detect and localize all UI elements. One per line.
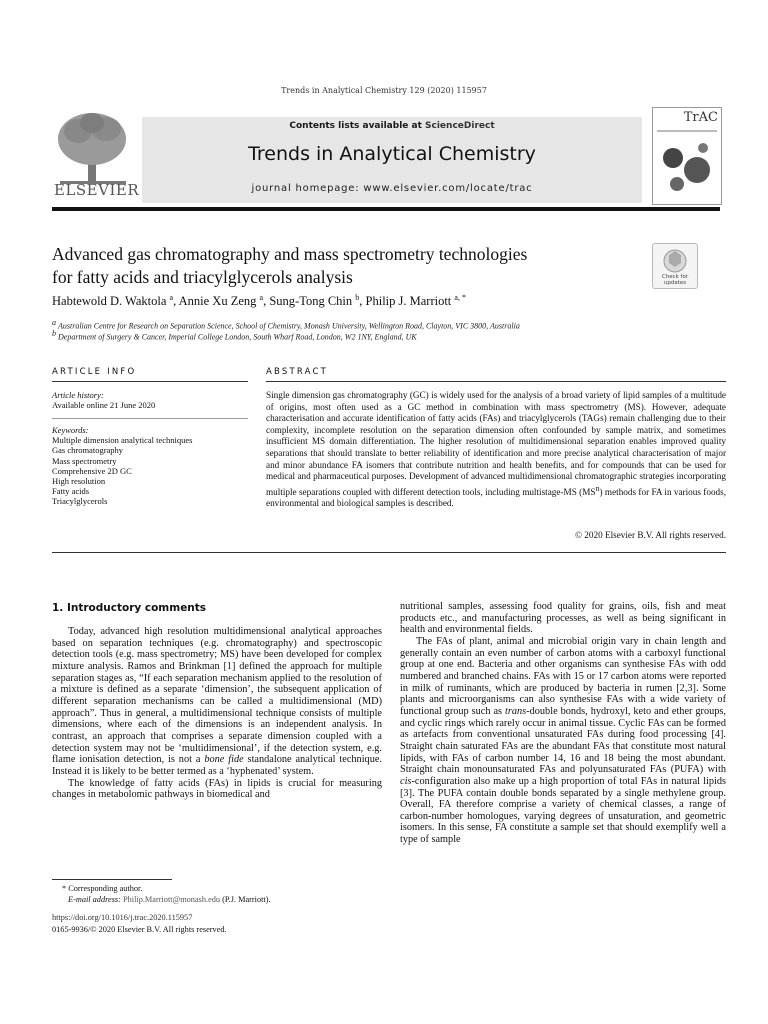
body-paragraph: nutritional samples, assessing food quality for grains, oils, fish and meat products etc., and manufacturing processes, as well as being significant in health and environmental fields. <box>400 601 726 636</box>
text-run: standalone analytical technique. Instead it is likely to be better termed as a ‘hyphenated’ system. <box>52 754 382 777</box>
text-run: . Straight chain saturated FAs are the abundant FAs that constitute most natural lipids, with FAs of carbon number 14, 16 and 18 being the most abundant. Straight chain monounsaturated FAs and polyunsaturated FAs (PUFA) with <box>400 729 726 776</box>
footnote-mark: * <box>62 884 67 893</box>
abstract-text-part: ) methods for FA in various foods, environmental and biological samples is described. <box>266 486 727 509</box>
text-run: . Some plants and microorganisms can also synthesise FAs with a wide variety of functional group such as <box>400 682 726 717</box>
author-affiliation-mark: a <box>169 293 174 302</box>
keyword: High resolution <box>52 476 106 487</box>
article-title <box>52 243 632 289</box>
body-paragraph: The knowledge of fatty acids (FAs) in lipids is crucial for measuring changes in metabolomic pathways in biomedical and <box>52 777 382 801</box>
body-paragraph <box>400 636 726 846</box>
author-affiliation-mark: a, * <box>454 293 466 302</box>
contents-line <box>142 121 642 131</box>
email-label: E-mail address: <box>68 895 121 904</box>
affiliation-text: Department of Surgery & Cancer, Imperial College London, South Wharf Road, London, W2 1NY, England, UK <box>58 332 417 342</box>
section-heading: 1. Introductory comments <box>52 602 207 614</box>
keyword: Gas chromatography <box>52 445 124 456</box>
affiliation-text: Australian Centre for Research on Separation Science, School of Chemistry, Monash University, Wellington Road, Clayton, VIC 3800, Australia <box>58 321 520 331</box>
text-run: . The PUFA contain double bonds separated by a single methylene group. Overall, FA therefore comprise a variety of chemical classes, a range of carbon-number homologues, varying degrees of unsaturation, and geometric isomers. In this sense, FA constitute a sample set that should exemplify well a type of sample <box>400 787 726 846</box>
corresponding-author-note <box>62 884 142 893</box>
publisher-wordmark: ELSEVIER <box>54 181 140 199</box>
body-paragraph <box>52 626 382 778</box>
issn-line: 0165-9936/© 2020 Elsevier B.V. All rights reserved. <box>52 925 227 934</box>
keyword: Multiple dimension analytical techniques <box>52 435 193 446</box>
article-title-line: for fatty acids and triacylglycerols analysis <box>52 267 353 287</box>
check-for-updates-label: Check for updates <box>661 274 689 286</box>
author-separator: , <box>263 294 270 309</box>
article-history <box>52 390 248 410</box>
text-run: defined the approach for multiple separation stages as, “If each separation mechanism applied to the resolution of a mixture is defined as a separate ‘dimension’, the subsequent application of different separation mechanisms can be called a multidimensional (MD) approach”. Thus in general, a multidimensional technique consists of multiple dimensions, where each of the dimensions is an independent analysis. In contrast, an approach that comprises a separate dimension coupled with a detection system may not be ‘multidimensional’, if the detection system, e.g. flame ionisation detection, is not a <box>52 660 382 766</box>
check-for-updates-button[interactable] <box>652 243 698 289</box>
abstract-rule <box>266 381 726 382</box>
contents-prefix: Contents lists available at <box>289 121 426 131</box>
elsevier-tree-logo-icon <box>52 109 140 201</box>
citation-link[interactable]: [3] <box>400 787 413 799</box>
abstract-text-part: Single dimension gas chromatography (GC) is widely used for the analysis of a broad variety of lipid samples of a multitude of origins, most often used as a GC method in combination with mass spectrometry (MS). However, adequate characterisation and accurate identification of fatty acids (FAs) and triacylglycerols (TAGs) remain challenging due to their complexity, incomplete resolution on the separation dimension often confounded by sample matrix, and sometimes insufficient MS domain differentiation. The higher resolution of multidimensional separation enables improved quality separations that should translate to better reliability of identification and more precise analytical characterisation of major and minor abundance FA isomers that contribute nutrition and health benefits, and for compounds that can be used for medical and pharmaceutical purposes. Development of advanced multidimensional chromatographic strategies incorporating multiple separations coupled with different detection tools, including multistage-MS (MS <box>266 390 726 497</box>
journal-homepage <box>142 183 642 194</box>
running-head: Trends in Analytical Chemistry 129 (2020) 115957 <box>281 86 487 95</box>
keyword: Comprehensive 2D GC <box>52 465 132 476</box>
citation-link[interactable]: [4] <box>711 729 724 741</box>
emphasis: trans <box>505 705 527 717</box>
emphasis: bone fide <box>204 754 244 766</box>
journal-masthead <box>52 107 720 205</box>
sciencedirect-link[interactable]: ScienceDirect <box>425 121 495 131</box>
homepage-link[interactable]: www.elsevier.com/locate/trac <box>363 183 533 194</box>
abstract-copyright: © 2020 Elsevier B.V. All rights reserved. <box>575 530 726 540</box>
journal-title: Trends in Analytical Chemistry <box>248 143 536 165</box>
author-name[interactable]: Habtewold D. Waktola <box>52 294 167 309</box>
text-run: Today, advanced high resolution multidimensional analytical approaches based on separation techniques (e.g. chromatography) and spectroscopic detection tools (e.g. mass spectrometry; MS) have been developed for complex mixture analysis. Ramos and Brinkman <box>52 626 382 672</box>
keywords-label: Keywords: <box>52 425 89 435</box>
email-note <box>68 895 271 904</box>
keyword: Triacylglycerols <box>52 496 108 507</box>
text-run: -configuration also make up a high proportion of total FAs in natural lipids <box>411 775 726 787</box>
author-name[interactable]: Sung-Tong Chin <box>269 294 353 309</box>
affiliation-mark: a <box>52 318 56 327</box>
keyword: Mass spectrometry <box>52 455 117 466</box>
abstract-heading: ABSTRACT <box>266 367 329 377</box>
author-name[interactable]: Philip J. Marriott <box>365 294 452 309</box>
history-value: Available online 21 June 2020 <box>52 400 156 411</box>
abstract-superscript: n <box>595 483 600 493</box>
affiliation-mark: b <box>52 329 56 338</box>
text-run: The FAs of plant, animal and microbial origin vary in chain length and generally contain an even number of carbon atoms with a carboxyl functional group at one end. Bacteria and other organisms can synthesise FAs with odd numbered and branched chains. FAs with 15 or 17 carbon atoms were reported in milk of ruminants, which are produced by bacteria in rumen <box>400 635 726 694</box>
affiliation <box>52 329 672 342</box>
doi-link[interactable]: https://doi.org/10.1016/j.trac.2020.115957 <box>52 913 193 922</box>
article-info-divider <box>52 418 248 419</box>
author-affiliation-mark: a <box>259 293 264 302</box>
author-name[interactable]: Annie Xu Zeng <box>178 294 257 309</box>
emphasis: cis <box>400 775 412 787</box>
body-column-right <box>400 601 726 846</box>
abstract-bottom-rule <box>52 552 726 553</box>
crossmark-icon <box>653 247 697 277</box>
keyword: Fatty acids <box>52 486 90 497</box>
masthead-rule <box>52 207 720 211</box>
citation-link[interactable]: [1] <box>223 660 236 672</box>
author-separator: , <box>173 294 179 309</box>
author-separator: , <box>359 294 366 309</box>
author-affiliation-mark: b <box>355 293 360 302</box>
email-link[interactable]: Philip.Marriott@monash.edu <box>123 895 221 904</box>
author-list <box>52 293 672 309</box>
journal-banner <box>142 117 642 203</box>
article-info-rule <box>52 381 248 382</box>
homepage-prefix: journal homepage: <box>251 183 364 194</box>
article-info-heading: ARTICLE INFO <box>52 367 137 377</box>
cover-label: TrAC <box>683 110 718 125</box>
journal-cover-thumbnail <box>652 107 722 205</box>
body-column-left <box>52 626 382 801</box>
citation-link[interactable]: [2,3] <box>676 682 696 694</box>
footnote-text: Corresponding author. <box>68 884 143 893</box>
text-run: -double bonds, hydroxyl, keto and ether groups, and cyclic rings which rarely occur in animal tissue. Cyclic FAs can be formed as artefacts from conventional unsaturated FAs during food processing <box>400 705 726 741</box>
history-label: Article history: <box>52 390 104 400</box>
keywords-block <box>52 425 248 507</box>
article-title-line: Advanced gas chromatography and mass spectrometry technologies <box>52 244 528 264</box>
footnote-rule <box>52 879 172 880</box>
email-suffix: (P.J. Marriott). <box>222 895 271 904</box>
abstract-text <box>266 390 726 510</box>
